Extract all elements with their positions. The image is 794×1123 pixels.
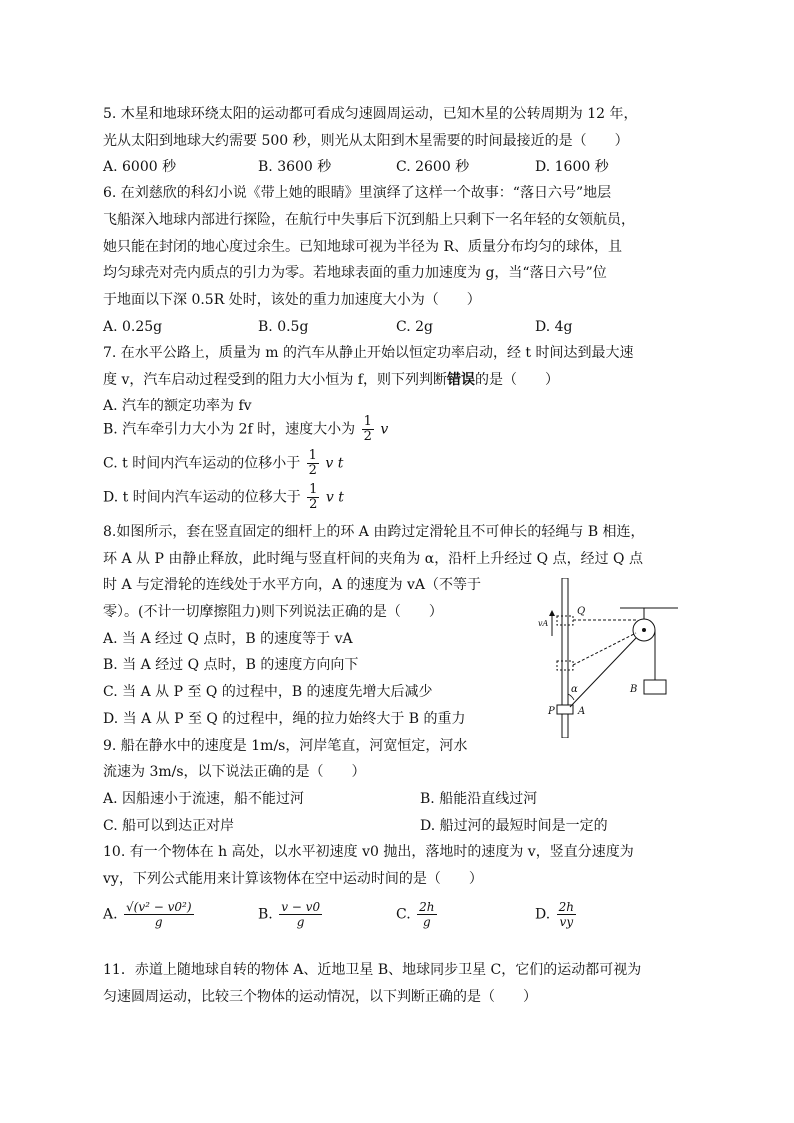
rope-solid — [570, 638, 636, 707]
q11-line-2: 匀速圆周运动，比较三个物体的运动情况，以下判断正确的是（ ） — [103, 989, 537, 1005]
fraction-denominator: vy — [559, 915, 574, 929]
q5-line-2: 光从太阳到地球大约需要 500 秒，则光从太阳到木星需要的时间最接近的是（ ） — [103, 133, 629, 149]
q10-option-a-fraction — [124, 900, 194, 929]
q7-option-c-text: C. t 时间内汽车运动的位移小于 — [103, 455, 301, 472]
q7-line-1: 7. 在水平公路上，质量为 m 的汽车从静止开始以恒定功率启动，经 t 时间达到最大速 — [103, 345, 634, 361]
q8-option-d: D. 当 A 从 P 至 Q 的过程中，绳的拉力始终大于 B 的重力 — [103, 711, 466, 727]
fraction-numerator: 2h — [419, 900, 435, 914]
q10-option-c-label: C. — [396, 906, 411, 923]
block-b — [644, 680, 666, 694]
q7-option-b-var: v — [380, 421, 389, 438]
fraction-numerator: 1 — [309, 482, 318, 497]
q10-option-c-fraction — [417, 900, 436, 929]
q10-option-d-fraction — [557, 900, 576, 929]
q6-line-3: 她只能在封闭的地心度过余生。已知地球可视为半径为 R、质量分布均匀的球体，且 — [103, 239, 622, 255]
q5-option-c: C. 2600 秒 — [396, 159, 470, 175]
q9-option-a: A. 因船速小于流速，船不能过河 — [103, 791, 305, 807]
q9-option-d: D. 船过河的最短时间是一定的 — [420, 818, 608, 834]
pulley-ring-diagram — [528, 578, 688, 738]
q6-line-1: 6. 在刘慈欣的科幻小说《带上她的眼睛》里演绎了这样一个故事：“落日六号”地层 — [103, 185, 612, 201]
q7-option-d-text: D. t 时间内汽车运动的位移大于 — [103, 489, 301, 506]
q6-line-2: 飞船深入地球内部进行探险，在航行中失事后下沉到船上只剩下一名年轻的女领航员， — [103, 212, 635, 228]
q7-option-c-fraction — [307, 449, 319, 478]
q6-line-4: 均匀球壳对壳内质点的引力为零。若地球表面的重力加速度为 g，当“落日六号”位 — [103, 265, 607, 281]
fraction-numerator: v − v0 — [281, 900, 321, 914]
q9-option-b: B. 船能沿直线过河 — [420, 791, 538, 807]
q6-option-d: D. 4g — [535, 319, 573, 335]
q10-option-a-label: A. — [103, 906, 118, 923]
q7-option-d — [103, 483, 344, 512]
q10-option-b — [258, 900, 324, 929]
q10-line-1: 10. 有一个物体在 h 高处，以水平初速度 v0 抛出，落地时的速度为 v，竖直分速度为 — [103, 844, 634, 860]
q8-line-2: 环 A 从 P 由静止释放，此时绳与竖直杆间的夹角为 α，沿杆上升经过 Q 点，经过 Q 点 — [103, 551, 643, 567]
q10-option-a — [103, 900, 196, 929]
q8-option-a: A. 当 A 经过 Q 点时，B 的速度等于 vA — [103, 631, 353, 647]
q8-line-4: 零）。(不计一切摩擦阻力)则下列说法正确的是（ ） — [103, 604, 443, 620]
q5-option-a: A. 6000 秒 — [103, 159, 177, 175]
q8-option-c: C. 当 A 从 P 至 Q 的过程中，B 的速度先增大后减少 — [103, 684, 433, 700]
q6-option-c: C. 2g — [396, 319, 433, 335]
q7-option-b-fraction — [362, 415, 374, 444]
q7-option-b-text: B. 汽车牵引力大小为 2f 时，速度大小为 — [103, 421, 356, 438]
q7-line-2-start: 度 v，汽车启动过程受到的阻力大小恒为 f，则下列判断 — [103, 372, 447, 388]
q6-option-b: B. 0.5g — [258, 319, 309, 335]
fraction-numerator: 1 — [308, 448, 317, 463]
label-va: vA — [538, 619, 549, 628]
q5-option-b: B. 3600 秒 — [258, 159, 332, 175]
label-alpha: α — [571, 684, 578, 695]
q7-option-d-var: v t — [325, 489, 344, 506]
fraction-numerator: 1 — [363, 414, 372, 429]
q10-option-d — [535, 900, 578, 929]
fraction-denominator: g — [296, 915, 305, 929]
q10-line-2: vy，下列公式能用来计算该物体在空中运动时间的是（ ） — [103, 871, 483, 887]
rope-middle-dashed — [573, 633, 636, 665]
q7-option-d-fraction — [307, 483, 319, 512]
label-b: B — [630, 684, 638, 695]
q6-option-a: A. 0.25g — [103, 319, 163, 335]
q8-line-1: 8.如图所示，套在竖直固定的细杆上的环 A 由跨过定滑轮且不可伸长的轻绳与 B 相连， — [103, 524, 645, 540]
q7-option-a: A. 汽车的额定功率为 fv — [103, 398, 252, 414]
q7-line-2 — [103, 370, 559, 390]
fraction-denominator: g — [154, 915, 163, 929]
velocity-arrowhead — [549, 610, 555, 616]
q7-option-b — [103, 415, 388, 444]
q8-line-3: 时 A 与定滑轮的连线处于水平方向，A 的速度为 vA（不等于 — [103, 577, 482, 593]
fraction-denominator: 2 — [309, 497, 318, 512]
fraction-numerator: 2h — [558, 900, 575, 914]
q5-line-1: 5. 木星和地球环绕太阳的运动都可看成匀速圆周运动，已知木星的公转周期为 12 年， — [103, 106, 638, 122]
pulley-axle — [642, 628, 646, 632]
q9-line-1: 9. 船在静水中的速度是 1m/s，河岸笔直，河宽恒定，河水 — [103, 738, 468, 754]
fraction-numerator: √(v² − v0²) — [126, 900, 192, 914]
q9-option-c: C. 船可以到达正对岸 — [103, 818, 235, 834]
q8-option-b: B. 当 A 经过 Q 点时，B 的速度方向向下 — [103, 657, 359, 673]
q7-emphasis-word: 错误 — [447, 372, 475, 388]
label-p: P — [548, 706, 555, 717]
label-q: Q — [577, 606, 586, 617]
q10-option-c — [396, 900, 439, 929]
fraction-denominator: 2 — [308, 463, 317, 478]
q11-line-1: 11．赤道上随地球自转的物体 A、近地卫星 B、地球同步卫星 C，它们的运动都可视为 — [103, 962, 642, 978]
fraction-denominator: g — [422, 915, 431, 929]
fraction-denominator: 2 — [363, 429, 372, 444]
q10-option-b-label: B. — [258, 906, 273, 923]
q10-option-d-label: D. — [535, 906, 551, 923]
q7-option-c — [103, 449, 343, 478]
q6-line-5: 于地面以下深 0.5R 处时，该处的重力加速度大小为（ ） — [103, 292, 481, 308]
q5-option-d: D. 1600 秒 — [535, 159, 609, 175]
q9-line-2: 流速为 3m/s，以下说法正确的是（ ） — [103, 764, 366, 780]
q7-line-2-end: 的是（ ） — [475, 372, 559, 388]
q7-option-c-var: v t — [325, 455, 344, 472]
label-a: A — [578, 706, 586, 717]
q10-option-b-fraction — [279, 900, 322, 929]
